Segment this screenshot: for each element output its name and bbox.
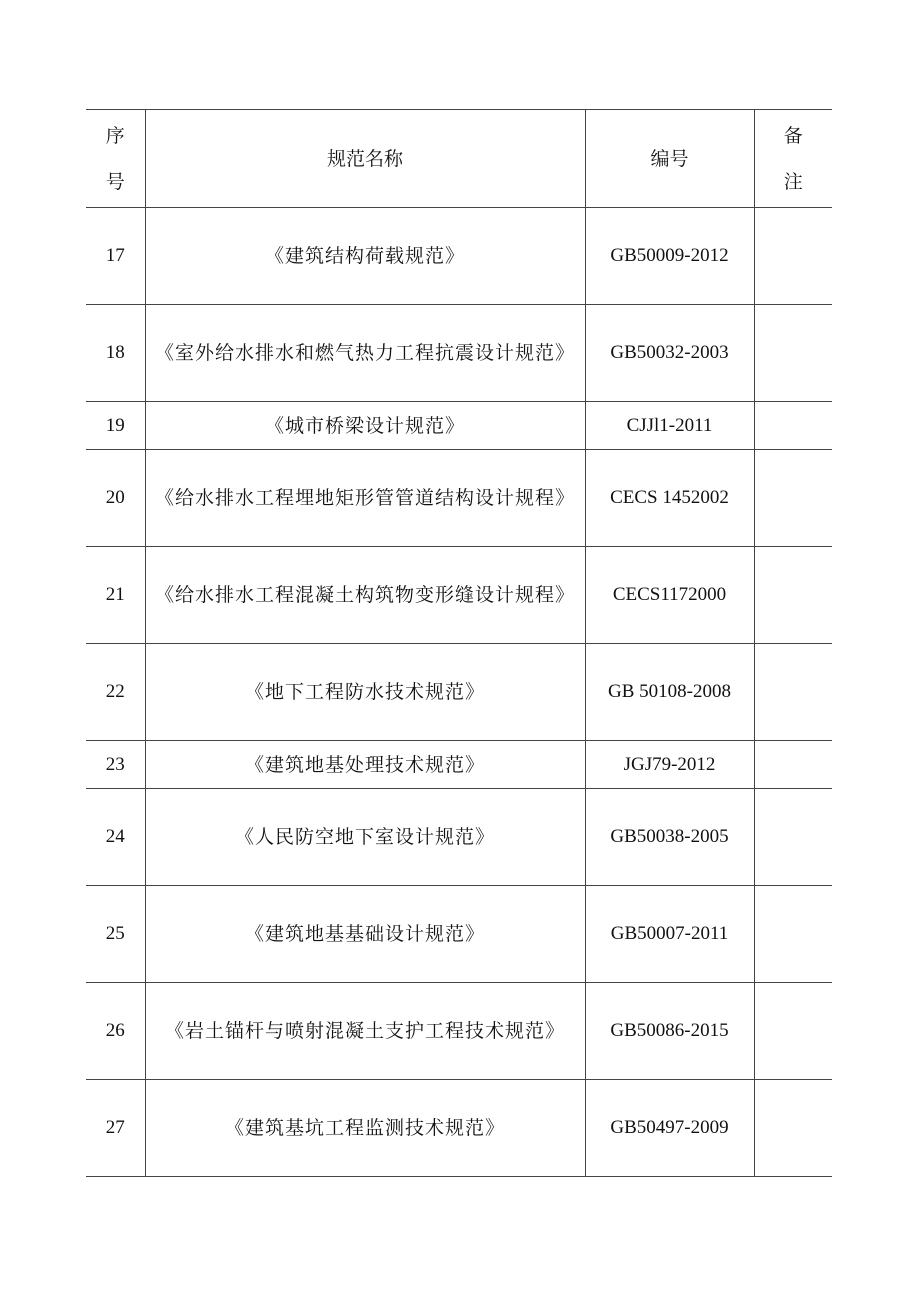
row-code: JGJ79-2012 [585, 741, 754, 789]
table-row [86, 450, 832, 547]
row-code: GB50497-2009 [585, 1080, 754, 1177]
row-name: 《地下工程防水技术规范》 [145, 644, 585, 741]
row-code: GB 50108-2008 [585, 644, 754, 741]
row-no: 18 [86, 305, 145, 402]
row-code: GB50032-2003 [585, 305, 754, 402]
row-code: GB50038-2005 [585, 789, 754, 886]
row-no: 25 [86, 886, 145, 983]
row-no: 26 [86, 983, 145, 1080]
row-no: 24 [86, 789, 145, 886]
row-code: GB50007-2011 [585, 886, 754, 983]
table-row [86, 402, 832, 450]
row-no: 20 [86, 450, 145, 547]
row-code: CECS 1452002 [585, 450, 754, 547]
row-name: 《给水排水工程混凝土构筑物变形缝设计规程》 [145, 547, 585, 644]
header-no: 序 号 [86, 110, 145, 208]
row-no: 22 [86, 644, 145, 741]
table-row [86, 983, 832, 1080]
row-code: CJJl1-2011 [585, 402, 754, 450]
table-row [86, 305, 832, 402]
row-note [754, 547, 832, 644]
row-note [754, 789, 832, 886]
row-name: 《给水排水工程埋地矩形管管道结构设计规程》 [145, 450, 585, 547]
table-row [86, 1080, 832, 1177]
table-header-row [86, 110, 832, 208]
row-note [754, 886, 832, 983]
table-row [86, 789, 832, 886]
row-code: GB50009-2012 [585, 208, 754, 305]
header-code: 编号 [585, 110, 754, 208]
row-note [754, 305, 832, 402]
row-note [754, 402, 832, 450]
row-note [754, 644, 832, 741]
row-no: 27 [86, 1080, 145, 1177]
table-row [86, 886, 832, 983]
row-no: 21 [86, 547, 145, 644]
row-note [754, 450, 832, 547]
row-note [754, 983, 832, 1080]
row-name: 《建筑基坑工程监测技术规范》 [145, 1080, 585, 1177]
header-note: 备 注 [754, 110, 832, 208]
row-name: 《室外给水排水和燃气热力工程抗震设计规范》 [145, 305, 585, 402]
row-name: 《岩土锚杆与喷射混凝土支护工程技术规范》 [145, 983, 585, 1080]
row-name: 《城市桥梁设计规范》 [145, 402, 585, 450]
header-name: 规范名称 [145, 110, 585, 208]
table-row [86, 741, 832, 789]
row-name: 《建筑地基处理技术规范》 [145, 741, 585, 789]
row-no: 19 [86, 402, 145, 450]
row-name: 《人民防空地下室设计规范》 [145, 789, 585, 886]
row-note [754, 1080, 832, 1177]
row-code: CECS1172000 [585, 547, 754, 644]
row-code: GB50086-2015 [585, 983, 754, 1080]
table-row [86, 208, 832, 305]
row-name: 《建筑地基基础设计规范》 [145, 886, 585, 983]
row-note [754, 208, 832, 305]
table-row [86, 547, 832, 644]
row-note [754, 741, 832, 789]
row-no: 23 [86, 741, 145, 789]
row-no: 17 [86, 208, 145, 305]
standards-table [86, 109, 832, 1177]
row-name: 《建筑结构荷载规范》 [145, 208, 585, 305]
table-row [86, 644, 832, 741]
